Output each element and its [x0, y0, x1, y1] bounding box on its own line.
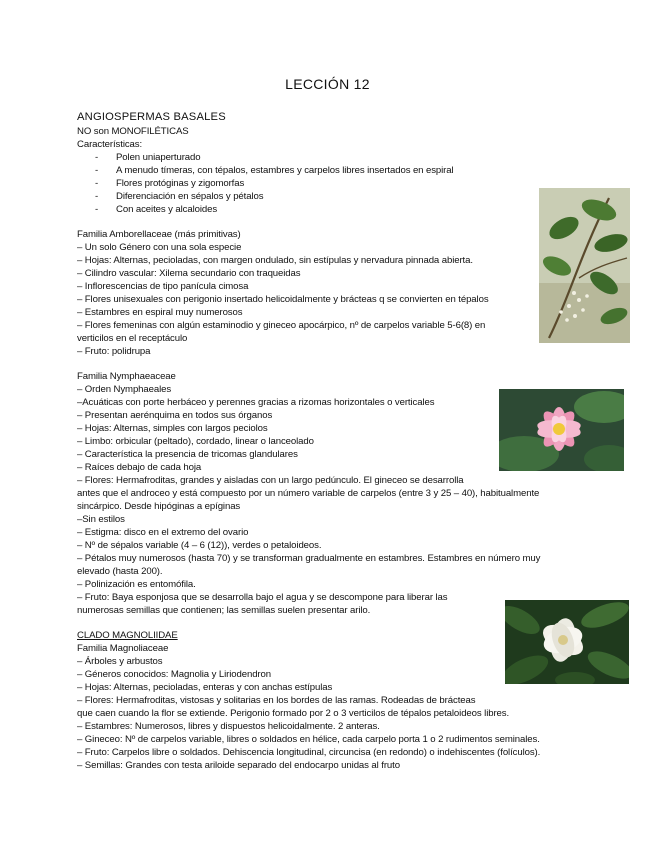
text-line: – Hojas: Alternas, pecioladas, con margen ondulado, sin estípulas y nervadura pinnada abierta.: [77, 255, 473, 266]
amborella-photo: [539, 188, 630, 343]
text-line: – Géneros conocidos: Magnolia y Liriodendron: [77, 669, 271, 680]
caracteristicas-label: Características:: [77, 139, 143, 150]
text-line: – Estambres: Numerosos, libres y dispuestos helicoidalmente. 2 anteras.: [77, 721, 380, 732]
text-line: – Flores unisexuales con perigonio insertado helicoidalmente y brácteas q se convierten en tépalos: [77, 294, 489, 305]
water-lily-photo: [499, 389, 624, 471]
nymphaeaceae-heading: Familia Nymphaeaceae: [77, 371, 176, 382]
bullet-item: - Con aceites y alcaloides: [95, 204, 218, 215]
bullet-item: - A menudo tímeras, con tépalos, estambres y carpelos libres insertados en espiral: [95, 165, 454, 176]
text-line: – Inflorescencias de tipo panícula cimosa: [77, 281, 249, 292]
text-line: – Flores: Hermafroditas, vistosas y solitarias en los bordes de las ramas. Rodeadas de brácteas: [77, 695, 476, 706]
text-line: – Fruto: Carpelos libre o soldados. Dehiscencia longitudinal, circuncisa (en redondo) o indehiscentes (folículos).: [77, 747, 541, 758]
text-line: – Estambres en espiral muy numerosos: [77, 307, 243, 318]
text-line: – Semillas: Grandes con testa ariloide separado del endocarpo unidas al fruto: [77, 760, 400, 771]
text-line: – Hojas: Alternas, simples con largos peciolos: [77, 423, 268, 434]
text-line: – Cilindro vascular: Xilema secundario con traqueidas: [77, 268, 301, 279]
bullet-mark: -: [95, 191, 99, 202]
bullet-mark: -: [95, 204, 99, 215]
text-line: – Característica la presencia de tricomas glandulares: [77, 449, 298, 460]
text-line: – Raíces debajo de cada hoja: [77, 462, 202, 473]
text-line: – Fruto: Baya esponjosa que se desarrolla bajo el agua y se descompone para liberar las: [77, 592, 448, 603]
bullet-mark: -: [95, 165, 99, 176]
subheading-monofileticas: NO son MONOFILÉTICAS: [77, 126, 189, 137]
text-line: – Orden Nymphaeales: [77, 384, 172, 395]
bullet-item: - Flores protóginas y zigomorfas: [95, 178, 245, 189]
page-title: LECCIÓN 12: [285, 76, 370, 92]
text-line: que caen cuando la flor se extiende. Perigonio formado por 2 o 3 verticilos de tépalos petaloideos libres.: [77, 708, 510, 719]
bullet-item: - Polen uniaperturado: [95, 152, 201, 163]
text-line: – Un solo Género con una sola especie: [77, 242, 242, 253]
text-line: – Polinización es entomófila.: [77, 579, 196, 590]
text-line: – Fruto: polidrupa: [77, 346, 151, 357]
magnolia-photo: [505, 600, 629, 684]
text-line: – Flores: Hermafroditas, grandes y aisladas con un largo pedúnculo. El gineceo se desarrolla: [77, 475, 464, 486]
amborellaceae-heading: Familia Amborellaceae (más primitivas): [77, 229, 241, 240]
text-line: numerosas semillas que contienen; las semillas suelen presentar arilo.: [77, 605, 371, 616]
text-line: – Árboles y arbustos: [77, 656, 163, 667]
magnoliaceae-heading: Familia Magnoliaceae: [77, 643, 169, 654]
section-heading-angiospermas: ANGIOSPERMAS BASALES: [77, 111, 226, 123]
bullet-mark: -: [95, 152, 99, 163]
text-line: – Limbo: orbicular (peltado), cordado, linear o lanceolado: [77, 436, 314, 447]
bullet-item: - Diferenciación en sépalos y pétalos: [95, 191, 264, 202]
text-line: – Hojas: Alternas, pecioladas, enteras y con anchas estípulas: [77, 682, 333, 693]
bullet-mark: -: [95, 178, 99, 189]
text-line: – Flores femeninas con algún estaminodio y gineceo apocárpico, nº de carpelos variable 5-6(8) en: [77, 320, 486, 331]
text-line: – Nº de sépalos variable (4 – 6 (12)), verdes o petaloideos.: [77, 540, 322, 551]
text-line: – Estigma: disco en el extremo del ovario: [77, 527, 249, 538]
text-line: – Presentan aerénquima en todos sus órganos: [77, 410, 273, 421]
text-line: –Sin estilos: [77, 514, 125, 525]
text-line: elevado (hasta 200).: [77, 566, 163, 577]
text-line: – Pétalos muy numerosos (hasta 70) y se transforman gradualmente en estambres. Estambres en número muy: [77, 553, 541, 564]
text-line: –Acuáticas con porte herbáceo y perennes gracias a rizomas horizontales o verticales: [77, 397, 435, 408]
text-line: antes que el androceo y está compuesto por un número variable de carpelos (entre 3 y 25 – 40), habitualmente: [77, 488, 540, 499]
text-line: sincárpico. Desde hipóginas a epíginas: [77, 501, 241, 512]
clado-heading: CLADO MAGNOLIIDAE: [77, 630, 178, 641]
text-line: – Gineceo: Nº de carpelos variable, libres o soldados en hélice, cada carpelo porta 1 o 2 rudimentos seminales.: [77, 734, 540, 745]
text-line: verticilos en el receptáculo: [77, 333, 188, 344]
